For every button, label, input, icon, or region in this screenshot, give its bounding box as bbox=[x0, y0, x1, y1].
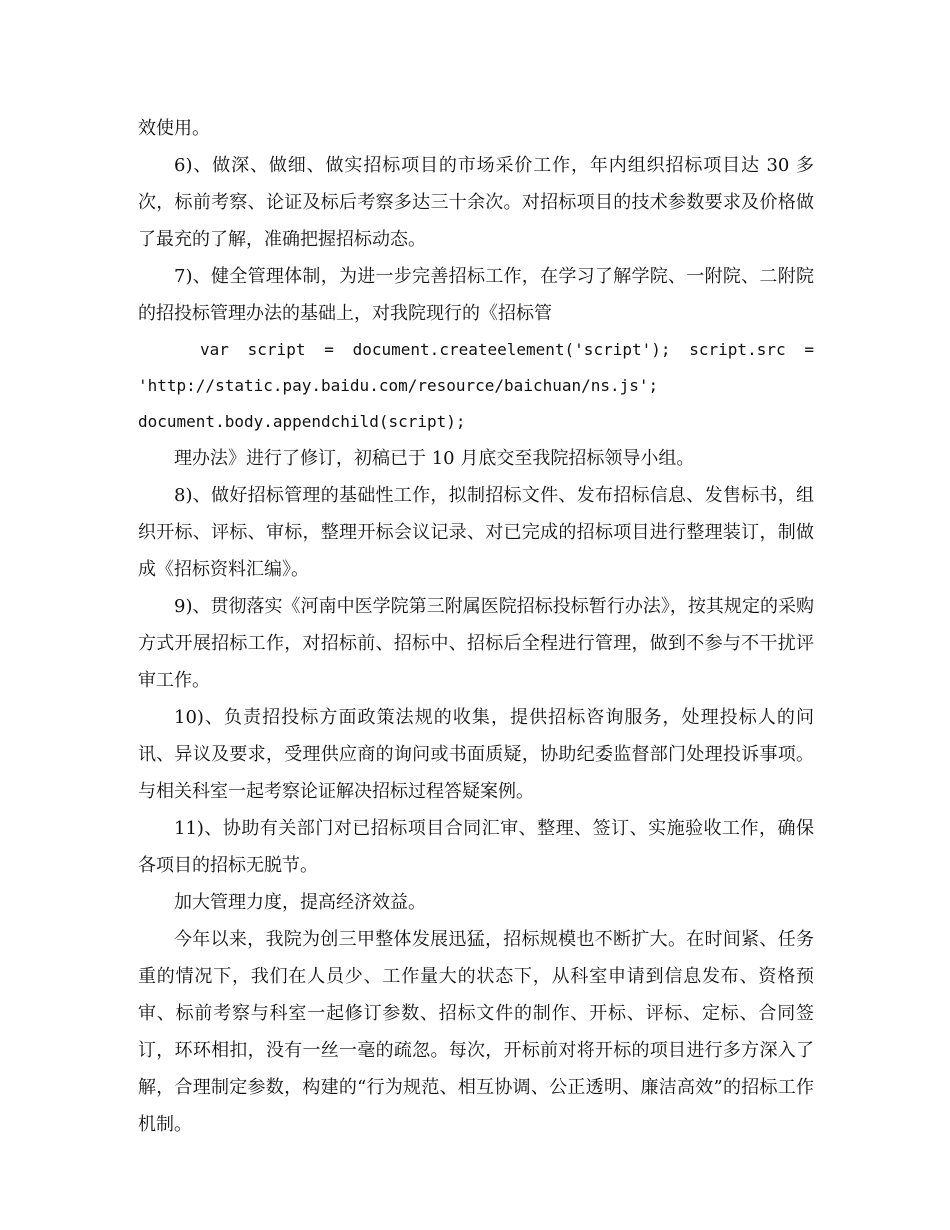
paragraph-item-9: 9)、贯彻落实《河南中医学院第三附属医院招标投标暂行办法》，按其规定的采购方式开展招标工作，对招标前、招标中、招标后全程进行管理，做到不参与不干扰评审工作。 bbox=[138, 596, 814, 691]
paragraph-item-11: 11)、协助有关部门对已招标项目合同汇审、整理、签订、实施验收工作，确保各项目的招标无脱节。 bbox=[138, 818, 814, 876]
section-heading-management: 加大管理力度，提高经济效益。 bbox=[174, 892, 426, 913]
paragraph-item-7-continued: 理办法》进行了修订，初稿已于 10 月底交至我院招标领导小组。 bbox=[174, 448, 695, 469]
document-body bbox=[138, 110, 814, 1143]
paragraph-item-7: 7)、健全管理体制，为进一步完善招标工作，在学习了解学院、一附院、二附院的招投标管理办法的基础上，对我院现行的《招标管 bbox=[138, 266, 814, 324]
paragraph-summary: 今年以来，我院为创三甲整体发展迅猛，招标规模也不断扩大。在时间紧、任务重的情况下，我们在人员少、工作量大的状态下，从科室申请到信息发布、资格预审、标前考察与科室一起修订参数、招标文件的制作、开标、评标、定标、合同签订，环环相扣，没有一丝一毫的疏忽。每次，开标前对将开标的项目进行多方深入了解，合理制定参数，构建的“行为规范、相互协调、公正透明、廉洁高效”的招标工作机制。 bbox=[138, 929, 814, 1135]
paragraph-item-8: 8)、做好招标管理的基础性工作，拟制招标文件、发布招标信息、发售标书，组织开标、评标、审标，整理开标会议记录、对已完成的招标项目进行整理装订，制做成《招标资料汇编》。 bbox=[138, 485, 814, 580]
embedded-script-line-2: document.body.appendchild(script); bbox=[138, 412, 466, 431]
paragraph-item-10: 10)、负责招投标方面政策法规的收集，提供招标咨询服务，处理投标人的问讯、异议及要求，受理供应商的询问或书面质疑，协助纪委监督部门处理投诉事项。与相关科室一起考察论证解决招标过程答疑案例。 bbox=[138, 707, 814, 802]
paragraph-continuation: 效使用。 bbox=[138, 118, 210, 139]
embedded-script-line-1: var script = document.createelement('script'); script.src = 'http://static.pay.baidu.com/resource/baichuan/ns.js'; bbox=[138, 340, 814, 395]
paragraph-item-6: 6)、做深、做细、做实招标项目的市场采价工作，年内组织招标项目达 30 多次，标前考察、论证及标后考察多达三十余次。对招标项目的技术参数要求及价格做了最充的了解，准确把握招标动态。 bbox=[138, 155, 814, 250]
